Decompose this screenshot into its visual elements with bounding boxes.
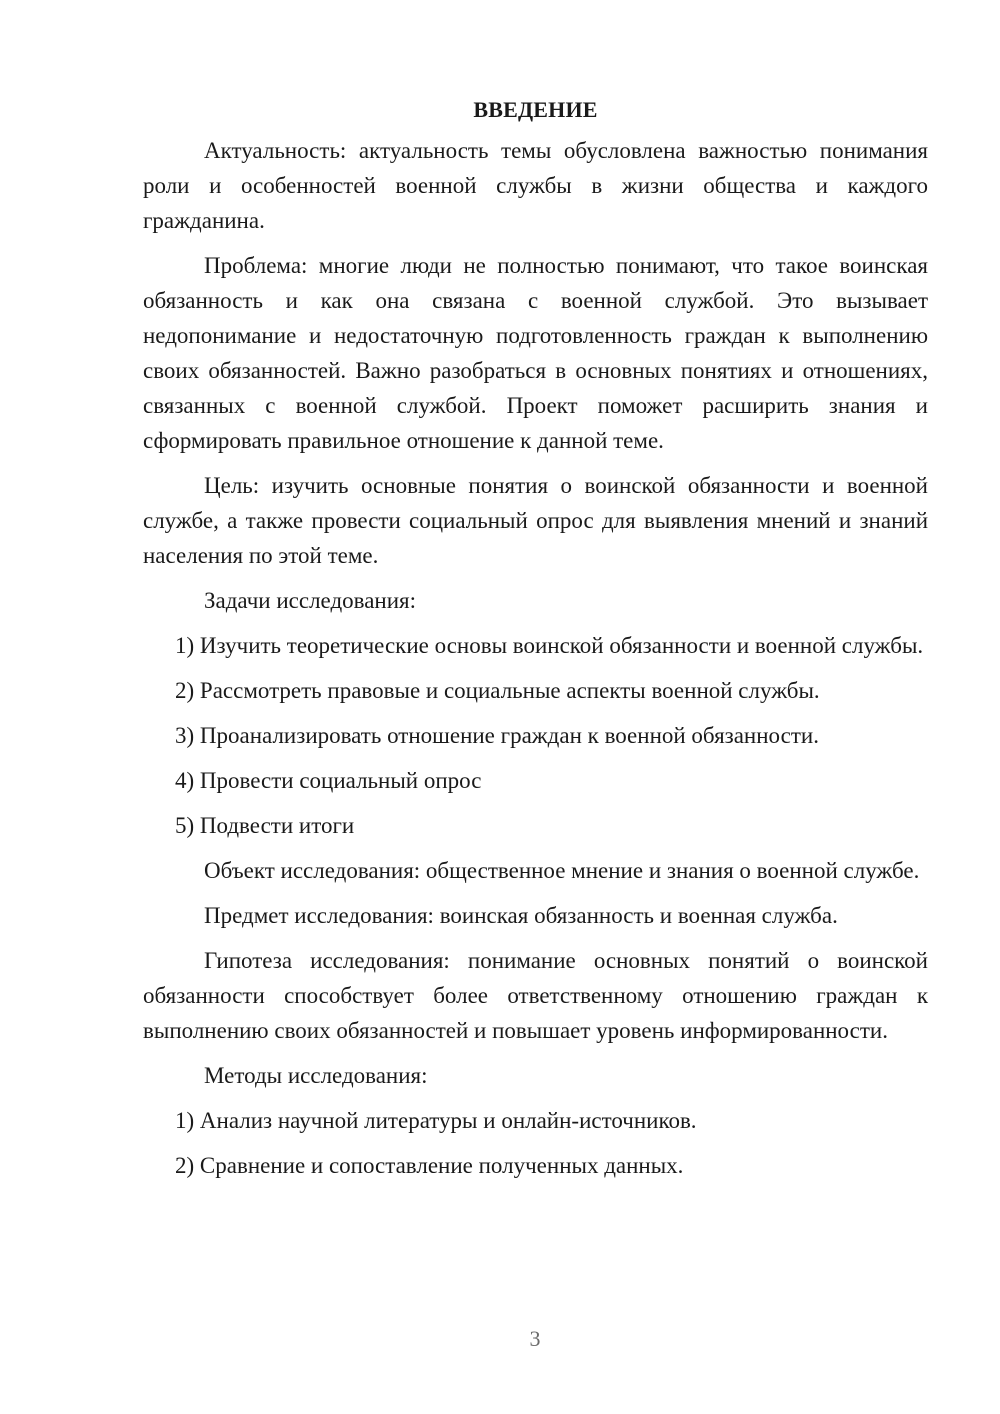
paragraph-subject: Предмет исследования: воинская обязанность и военная служба. <box>204 903 838 928</box>
page-title: ВВЕДЕНИЕ <box>473 97 598 122</box>
paragraph-problem: Проблема: многие люди не полностью понимают, что такое воинская обязанность и как она связана с военной службой. Это вызывает недопонимание и недостаточную подготовленность граждан к выполнению своих обязанностей. Важно разобраться в основных понятиях и отношениях, связанных с военной службой. Проект поможет расширить знания и сформировать правильное отношение к данной теме. <box>143 253 928 453</box>
list-item: 2) Сравнение и сопоставление полученных данных. <box>175 1153 684 1178</box>
list-item: 5) Подвести итоги <box>175 813 355 838</box>
paragraph-object: Объект исследования: общественное мнение и знания о военной службе. <box>204 858 920 883</box>
paragraph-tasks-heading: Задачи исследования: <box>204 588 417 613</box>
list-item: 4) Провести социальный опрос <box>175 768 482 793</box>
paragraph-methods-heading: Методы исследования: <box>204 1063 428 1088</box>
list-item: 1) Изучить теоретические основы воинской обязанности и военной службы. <box>175 633 924 658</box>
paragraph-hypothesis: Гипотеза исследования: понимание основных понятий о воинской обязанности способствует более ответственному отношению граждан к выполнению своих обязанностей и повышает уровень информированности. <box>143 948 928 1043</box>
list-item: 2) Рассмотреть правовые и социальные аспекты военной службы. <box>175 678 820 703</box>
list-item: 1) Анализ научной литературы и онлайн-источников. <box>175 1108 697 1133</box>
list-item: 3) Проанализировать отношение граждан к военной обязанности. <box>175 723 819 748</box>
page-number: 3 <box>529 1326 541 1351</box>
paragraph-goal: Цель: изучить основные понятия о воинской обязанности и военной службе, а также провести социальный опрос для выявления мнений и знаний населения по этой теме. <box>143 473 928 568</box>
paragraph-relevance: Актуальность: актуальность темы обусловлена важностью понимания роли и особенностей военной службы в жизни общества и каждого гражданина. <box>143 138 928 233</box>
document-page <box>143 92 928 1193</box>
